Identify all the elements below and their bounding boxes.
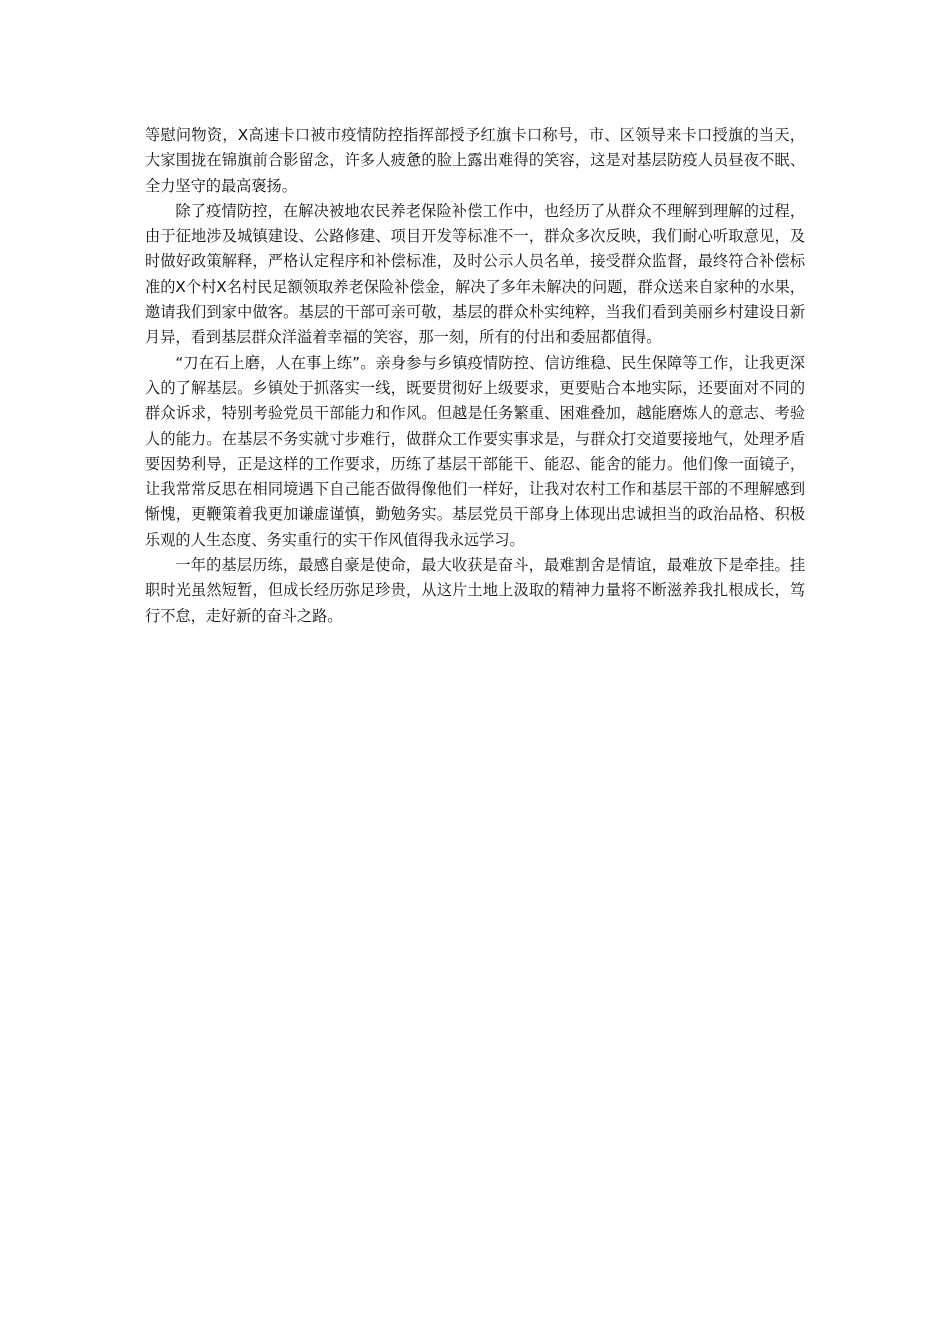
paragraph-4: 一年的基层历练，最感自豪是使命，最大收获是奋斗，最难割舍是情谊，最难放下是牵挂。挂职时光虽然短暂，但成长经历弥足珍贵，从这片土地上汲取的精神力量将不断滋养我扎根成长，笃行不怠，走好新的奋斗之路。 (145, 556, 805, 625)
paragraph-3: “刀在石上磨，人在事上练”。亲身参与乡镇疫情防控、信访维稳、民生保障等工作，让我更深入的了解基层。乡镇处于抓落实一线，既要贯彻好上级要求，更要贴合本地实际，还要面对不同的群众诉求，特别考验党员干部能力和作风。但越是任务繁重、困难叠加，越能磨炼人的意志、考验人的能力。在基层不务实就寸步难行，做群众工作要实事求是，与群众打交道要接地气，处理矛盾要因势利导，正是这样的工作要求，历练了基层干部能干、能忍、能舍的能力。他们像一面镜子，让我常常反思在相同境遇下自己能否做得像他们一样好，让我对农村工作和基层干部的不理解感到惭愧，更鞭策着我更加谦虚谨慎，勤勉务实。基层党员干部身上体现出忠诚担当的政治品格、积极乐观的人生态度、务实重行的实干作风值得我永远学习。 (145, 353, 805, 549)
body-text (145, 123, 805, 629)
paragraph-1: 等慰问物资，X高速卡口被市疫情防控指挥部授予红旗卡口称号，市、区领导来卡口授旗的当天，大家围拢在锦旗前合影留念，许多人疲惫的脸上露出难得的笑容，这是对基层防疫人员昼夜不眠、全力坚守的最高褒扬。 (145, 126, 805, 195)
paragraph-2: 除了疫情防控，在解决被地农民养老保险补偿工作中，也经历了从群众不理解到理解的过程，由于征地涉及城镇建设、公路修建、项目开发等标准不一，群众多次反映，我们耐心听取意见，及时做好政策解释，严格认定程序和补偿标准，及时公示人员名单，接受群众监督，最终符合补偿标准的X个村X名村民足额领取养老保险补偿金，解决了多年未解决的问题，群众送来自家种的水果，邀请我们到家中做客。基层的干部可亲可敬，基层的群众朴实纯粹，当我们看到美丽乡村建设日新月异，看到基层群众洋溢着幸福的笑容，那一刻，所有的付出和委屈都值得。 (145, 201, 805, 347)
